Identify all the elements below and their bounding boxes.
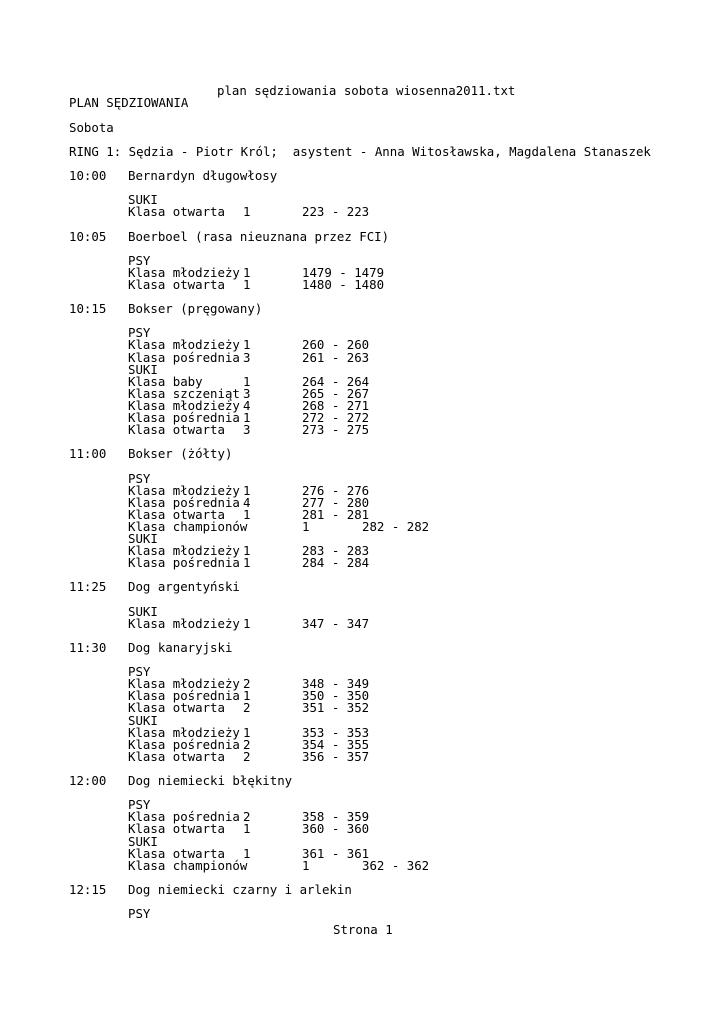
- entry-count: 1: [243, 615, 251, 631]
- class-name: Klasa otwarta: [128, 422, 225, 438]
- breed-name: Bokser (pręgowany): [128, 301, 263, 317]
- catalog-range: 351 - 352: [302, 700, 370, 716]
- catalog-range: 347 - 347: [302, 615, 370, 631]
- file-title: plan sędziowania sobota wiosenna2011.txt: [217, 83, 516, 98]
- entry-count: 2: [243, 676, 251, 692]
- sex-group-label: SUKI: [128, 603, 158, 619]
- sex-group-label: SUKI: [128, 361, 158, 377]
- section-time: 11:25: [69, 579, 107, 595]
- entry-count: 1: [243, 724, 251, 740]
- breed-name: Bernardyn długowłosy: [128, 168, 278, 183]
- catalog-range: 277 - 280: [302, 494, 370, 510]
- breed-name: Bokser (żółty): [128, 446, 233, 462]
- catalog-range: 348 - 349: [302, 676, 370, 692]
- catalog-range: 223 - 223: [302, 204, 370, 220]
- catalog-range: 265 - 267: [302, 385, 370, 401]
- section-time: 10:05: [69, 228, 107, 244]
- sex-group-label: PSY: [128, 252, 151, 268]
- entry-count: 1: [243, 204, 251, 220]
- catalog-range: 1479 - 1479: [302, 264, 385, 280]
- sex-group-label: PSY: [128, 906, 151, 922]
- entry-count: 3: [243, 385, 251, 401]
- section-time: 10:15: [69, 301, 107, 317]
- entry-count: 1: [243, 688, 251, 704]
- class-name: Klasa championów: [128, 518, 248, 534]
- entry-count: 1: [243, 482, 251, 498]
- sex-group-label: SUKI: [128, 712, 158, 728]
- entry-count: 1: [243, 821, 251, 837]
- class-name: Klasa pośrednia: [128, 494, 240, 510]
- class-name: Klasa otwarta: [128, 748, 225, 764]
- section-time: 11:30: [69, 639, 107, 655]
- entry-count: 3: [243, 349, 251, 365]
- entry-count: 1: [243, 264, 251, 280]
- class-name: Klasa pośrednia: [128, 349, 240, 365]
- class-name: Klasa otwarta: [128, 700, 225, 716]
- breed-name: Dog niemiecki błękitny: [128, 773, 293, 788]
- catalog-range: 264 - 264: [302, 373, 370, 389]
- catalog-range: 261 - 263: [302, 349, 370, 365]
- entry-count: 1: [243, 555, 251, 571]
- breed-name: Dog argentyński: [128, 579, 240, 595]
- sex-group-label: PSY: [128, 797, 151, 813]
- entry-count: 1: [243, 337, 251, 353]
- breed-name: Boerboel (rasa nieuznana przez FCI): [128, 228, 390, 244]
- sex-group-label: PSY: [128, 664, 151, 680]
- page-number: Strona 1: [333, 922, 393, 937]
- sex-group-label: SUKI: [128, 192, 158, 208]
- catalog-range: 353 - 353: [302, 724, 370, 740]
- class-name: Klasa otwarta: [128, 276, 225, 292]
- catalog-range: 282 - 282: [362, 518, 430, 534]
- catalog-range: 284 - 284: [302, 555, 370, 571]
- class-name: Klasa młodzieży: [128, 482, 240, 498]
- entry-count: 4: [243, 494, 251, 510]
- sex-group-label: PSY: [128, 325, 151, 341]
- sex-group-label: SUKI: [128, 833, 158, 849]
- catalog-range: 356 - 357: [302, 748, 370, 764]
- catalog-range: 276 - 276: [302, 482, 370, 498]
- class-name: Klasa pośrednia: [128, 555, 240, 571]
- entry-count: 1: [302, 857, 310, 873]
- entry-count: 2: [243, 748, 251, 764]
- day-label: Sobota: [69, 120, 114, 135]
- breed-name: Dog kanaryjski: [128, 639, 233, 655]
- entry-count: 4: [243, 397, 251, 413]
- catalog-range: 360 - 360: [302, 821, 370, 837]
- document-title: PLAN SĘDZIOWANIA: [69, 95, 189, 110]
- catalog-range: 1480 - 1480: [302, 276, 385, 292]
- entry-count: 3: [243, 422, 251, 438]
- class-name: Klasa młodzieży: [128, 337, 240, 353]
- class-name: Klasa otwarta: [128, 204, 225, 220]
- breed-name: Dog niemiecki czarny i arlekin: [128, 881, 352, 897]
- catalog-range: 272 - 272: [302, 410, 370, 425]
- class-name: Klasa szczeniąt: [128, 385, 240, 401]
- catalog-range: 268 - 271: [302, 397, 370, 413]
- catalog-range: 354 - 355: [302, 736, 370, 752]
- class-name: Klasa młodzieży: [128, 264, 240, 280]
- entry-count: 2: [243, 809, 251, 825]
- entry-count: 1: [243, 543, 251, 559]
- class-name: Klasa młodzieży: [128, 615, 240, 631]
- catalog-range: 283 - 283: [302, 543, 370, 559]
- catalog-range: 281 - 281: [302, 506, 370, 522]
- catalog-range: 260 - 260: [302, 337, 370, 353]
- class-name: Klasa otwarta: [128, 845, 225, 861]
- entry-count: 1: [302, 518, 310, 534]
- section-time: 12:15: [69, 881, 107, 897]
- catalog-range: 362 - 362: [362, 857, 430, 873]
- class-name: Klasa pośrednia: [128, 809, 240, 825]
- entry-count: 1: [243, 506, 251, 522]
- class-name: Klasa młodzieży: [128, 397, 240, 413]
- class-name: Klasa pośrednia: [128, 688, 240, 704]
- entry-count: 1: [243, 276, 251, 292]
- section-time: 12:00: [69, 773, 107, 788]
- class-name: Klasa otwarta: [128, 821, 225, 837]
- sex-group-label: SUKI: [128, 531, 158, 546]
- catalog-range: 358 - 359: [302, 809, 370, 825]
- entry-count: 1: [243, 373, 251, 389]
- class-name: Klasa młodzieży: [128, 724, 240, 740]
- class-name: Klasa baby: [128, 373, 203, 389]
- class-name: Klasa pośrednia: [128, 410, 240, 425]
- class-name: Klasa młodzieży: [128, 676, 240, 692]
- entry-count: 2: [243, 736, 251, 752]
- entry-count: 2: [243, 700, 251, 716]
- sex-group-label: PSY: [128, 470, 151, 486]
- section-time: 10:00: [69, 168, 107, 183]
- catalog-range: 361 - 361: [302, 845, 370, 861]
- section-time: 11:00: [69, 446, 107, 462]
- catalog-range: 273 - 275: [302, 422, 370, 438]
- class-name: Klasa młodzieży: [128, 543, 240, 559]
- class-name: Klasa pośrednia: [128, 736, 240, 752]
- ring-info: RING 1: Sędzia - Piotr Król; asystent - Anna Witosławska, Magdalena Stanaszek: [69, 144, 651, 159]
- class-name: Klasa championów: [128, 857, 248, 873]
- entry-count: 1: [243, 410, 251, 425]
- entry-count: 1: [243, 845, 251, 861]
- class-name: Klasa otwarta: [128, 506, 225, 522]
- catalog-range: 350 - 350: [302, 688, 370, 704]
